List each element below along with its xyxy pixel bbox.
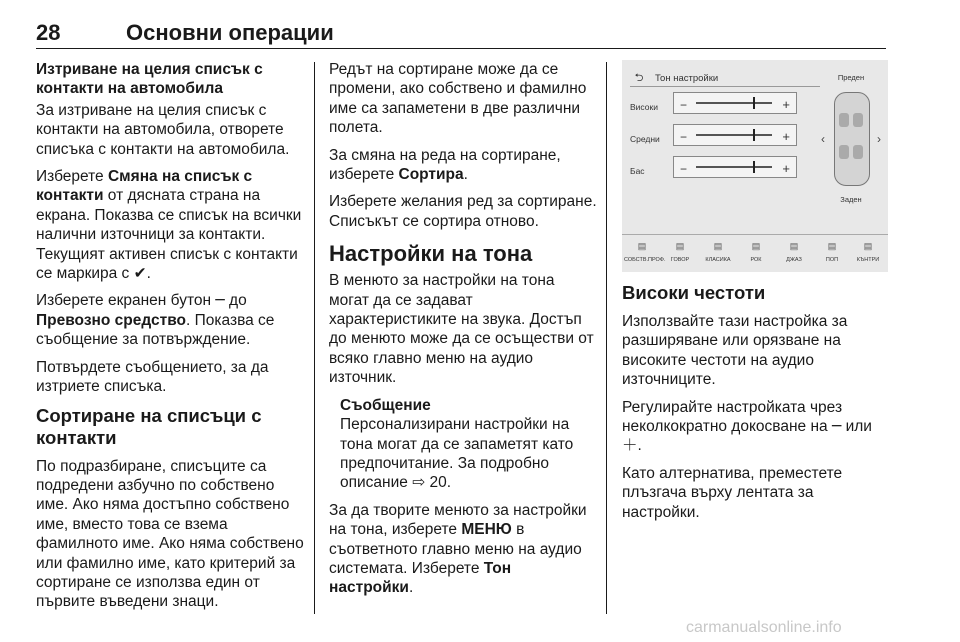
car-icon[interactable] [834,92,870,186]
equalizer-icon: ▤ [789,241,799,251]
preset-label: СОБСТВ.ПРОФ. [624,257,666,263]
paragraph [329,501,597,598]
slider-knob[interactable] [753,161,755,173]
slider-track[interactable] [696,102,772,104]
front-label: Преден [837,73,865,82]
paragraph [329,146,597,185]
seat-icon [853,113,863,127]
column-divider-2 [606,62,607,614]
eq-slider-treble[interactable] [673,92,797,114]
eq-row-treble [630,92,796,114]
text: . Показва се съобщение за потвърждение. [36,311,275,349]
section-title: Основни операции [126,20,334,45]
equalizer-icon: ▤ [751,241,761,251]
eq-row-bass [630,156,796,178]
minus-icon: ─ [831,417,842,436]
eq-slider-mid[interactable] [673,124,797,146]
note-title: Съобщение [340,396,431,414]
eq-label: Средни [630,134,660,144]
text: Изберете екранен бутон [36,292,216,310]
eq-slider-bass[interactable] [673,156,797,178]
heading-treble: Високи честоти [622,282,766,303]
text: 20. [425,474,452,492]
note-text [340,415,597,493]
seat-icon [839,113,849,127]
column-left [36,60,306,620]
page-reference-icon: ⇨ [412,473,426,492]
text: или [841,418,872,436]
slider-track[interactable] [696,134,772,136]
page-number: 28 [36,20,61,45]
screen-title: Тон настройки [655,73,719,84]
paragraph: Изберете желания ред за сортиране. Списъкът се сортира отново. [329,193,597,230]
checkmark-icon: ✔ [133,264,147,283]
text: . [146,265,151,283]
screen-divider [630,86,820,87]
text: Персонализирани настройки на тона могат да се запаметят като предпочитание. За подробно описание [340,416,574,492]
equalizer-icon: ▤ [637,241,647,251]
back-icon[interactable]: ⮌ [634,71,644,84]
text: . [408,579,414,597]
preset-jazz[interactable] [776,237,812,265]
preset-rock[interactable] [738,237,774,265]
heading-delete-contacts: Изтриване на целия списък с контакти на автомобила [36,61,263,98]
text: . [463,166,468,184]
column-divider-1 [314,62,315,614]
paragraph [36,167,306,283]
eq-row-mid [630,124,796,146]
plus-button[interactable]: + [782,97,790,112]
paragraph: По подразбиране, списъците са подредени азбучно по собствено име. Ако няма достъпно собствено име, вместо това се взема фамилното име. Ако няма собствено или фамилно име, като критерий за сортиране се използва един от първите въведени знаци. [36,457,304,611]
preset-label: КЪНТРИ [856,257,880,263]
preset-country[interactable] [850,237,886,265]
preset-custom[interactable] [624,237,666,265]
ui-term: МЕНЮ [461,521,512,539]
watermark: carmanualsonline.info [686,619,842,636]
column-middle [329,60,597,606]
arrow-right-icon[interactable]: › [877,132,881,146]
rear-label: Заден [840,195,862,204]
eq-label: Бас [630,166,645,176]
text: от дясната страна на екрана. Показва се списък на всички налични източници за контакти. Текущият активен списък с контакти се маркира с [36,187,302,283]
minus-icon: ─ [215,291,225,310]
text: За смяна на реда на сортиране, изберете [329,146,561,184]
column-right [622,60,888,530]
text: в съответното главно меню на аудио системата. Изберете [329,521,582,577]
text: За да творите менюто за настройки на тона, изберете [329,501,587,539]
minus-button[interactable]: − [680,130,688,144]
paragraph: Като алтернатива, преместете плъзгача върху лентата за настройки. [622,464,843,521]
preset-classic[interactable] [700,237,736,265]
slider-knob[interactable] [753,97,755,109]
paragraph: Потвърдете съобщението, за да изтриете списъка. [36,358,269,396]
arrow-left-icon[interactable]: ‹ [821,132,825,146]
eq-label: Високи [630,102,658,112]
ui-term: Смяна на списък с контакти [36,168,253,205]
plus-icon: ＋ [622,436,638,455]
preset-pop[interactable] [814,237,850,265]
ui-term: Сортира [398,166,464,184]
header-divider [36,48,886,49]
text: Изберете [36,168,108,186]
preset-label: ГОВОР [670,257,690,263]
ui-term: Превозно средство [36,311,187,329]
slider-track[interactable] [696,166,772,168]
note-box [340,396,597,493]
equalizer-icon: ▤ [713,241,723,251]
preset-label: РОК [750,257,762,263]
minus-button[interactable]: − [680,98,688,112]
seat-icon [853,145,863,159]
heading-sorting: Сортиране на списъци с контакти [36,404,262,448]
text: Регулирайте настройката чрез неколкократно докосване на [622,398,843,436]
equalizer-icon: ▤ [675,241,685,251]
seat-icon [839,145,849,159]
equalizer-icon: ▤ [827,241,837,251]
slider-knob[interactable] [753,129,755,141]
text: . [637,437,642,455]
fader-balance-panel[interactable] [821,68,881,218]
plus-button[interactable]: + [782,129,790,144]
paragraph: Използвайте тази настройка за разширяване или орязване на високите честоти на аудио източниците. [622,313,848,389]
plus-button[interactable]: + [782,161,790,176]
preset-speech[interactable] [662,237,698,265]
paragraph [622,398,888,456]
screen-header [630,68,821,84]
minus-button[interactable]: − [680,162,688,176]
equalizer-icon: ▤ [863,241,873,251]
paragraph: В менюто за настройки на тона могат да се задават характеристиките на звука. Достъп до менюто може да се осъществи от всяко главно меню на аудио източник. [329,272,594,387]
paragraph: За изтриване на целия списък с контакти на автомобила, отворете списъка с контакти на автомобила. [36,101,290,158]
preset-label: ДЖАЗ [786,257,802,263]
text: до [224,292,247,310]
ui-term: Тон настройки [329,559,512,597]
paragraph: Редът на сортиране може да се промени, ако собствено и фамилно име са запаметени в две различни полета. [329,61,587,137]
preset-label: КЛАСИКА [705,257,731,263]
tone-settings-screenshot [622,60,888,272]
heading-tone-settings: Настройки на тона [329,241,533,267]
paragraph [36,291,306,349]
preset-label: ПОП [825,257,839,263]
preset-bar [622,234,888,267]
